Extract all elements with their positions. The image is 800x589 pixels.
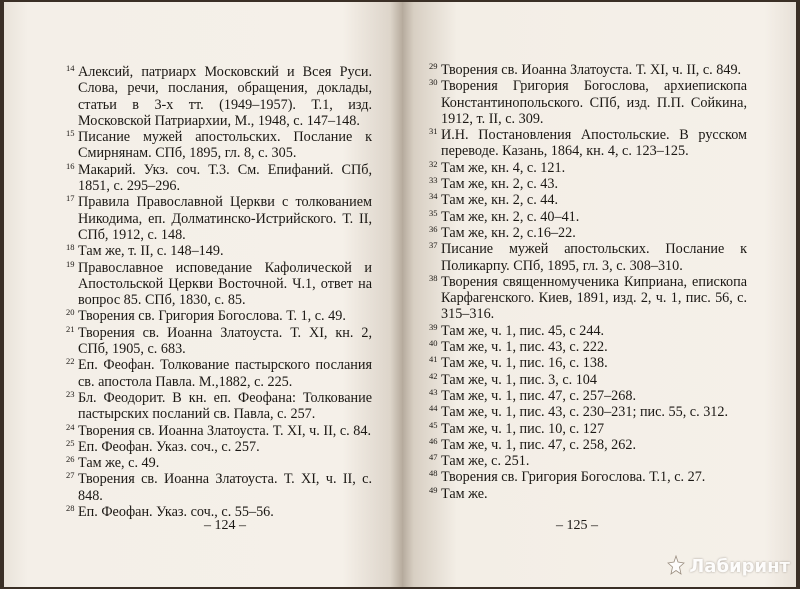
footnote-text: Там же, кн. 2, с.16–22. [441, 224, 576, 241]
footnote-text: Там же, кн. 2, с. 43. [441, 176, 559, 193]
footnote-list-right [429, 62, 747, 502]
footnote [66, 423, 372, 439]
footnote-text: Там же, ч. 1, пис. 45, с 244. [441, 322, 605, 339]
footnote-number: 18 [66, 242, 75, 253]
footnote-number: 36 [429, 223, 438, 234]
footnote-text: Еп. Феофан. Указ. соч., с. 55–56. [78, 504, 274, 521]
page-left [4, 2, 402, 587]
watermark [666, 555, 790, 577]
footnote-number: 32 [429, 158, 438, 169]
footnote-text: Там же, кн. 4, с. 121. [441, 159, 566, 176]
footnote [429, 192, 747, 208]
footnote-number: 39 [429, 321, 438, 332]
footnote-number: 20 [66, 307, 75, 318]
footnote [429, 486, 747, 502]
footnote-number: 42 [429, 370, 438, 381]
footnote [66, 471, 372, 504]
footnote-text: Писание мужей апостольских. Послание к Поликарпу. СПб, 1895, гл. 3, с. 308–310. [441, 241, 747, 274]
footnote-number: 34 [429, 191, 438, 202]
page-number-right: – 125 – [556, 518, 598, 533]
footnote [66, 325, 372, 358]
footnote-number: 49 [429, 484, 438, 495]
footnote-list-left [66, 64, 372, 520]
footnote-text: Там же, ч. 1, пис. 43, с. 230–231; пис. 55, с. 312. [441, 404, 729, 421]
footnote-text: Там же, ч. 1, пис. 43, с. 222. [441, 339, 608, 356]
footnote-text: Еп. Феофан. Толкование пастырского послания св. апостола Павла. М.,1882, с. 225. [78, 357, 372, 390]
footnote-number: 25 [66, 437, 75, 448]
footnote [66, 260, 372, 309]
footnote-text: Творения Григория Богослова, архиепископа Константинопольского. СПб, изд. П.П. Сойкина, 1912, т. II, с. 309. [441, 78, 747, 127]
footnote-number: 38 [429, 272, 438, 283]
footnote [429, 323, 747, 339]
footnote-text: Там же, с. 251. [441, 453, 530, 470]
footnote-number: 23 [66, 388, 75, 399]
footnote-text: Творения св. Иоанна Златоуста. Т. XI, ч. II, с. 849. [441, 62, 742, 78]
footnote-text: Писание мужей апостольских. Послание к Смирнянам. СПб, 1895, гл. 8, с. 305. [78, 129, 372, 162]
footnote-number: 37 [429, 240, 438, 251]
footnote [429, 241, 747, 274]
footnote [66, 357, 372, 390]
footnote-number: 40 [429, 338, 438, 349]
footnote-text: Творения св. Иоанна Златоуста. Т. XI, кн. 2, СПб, 1905, с. 683. [78, 324, 372, 358]
footnote-number: 41 [429, 354, 438, 365]
footnote [429, 372, 747, 388]
footnote-text: Бл. Феодорит. В кн. еп. Феофана: Толкование пастырских посланий св. Павла, с. 257. [78, 389, 372, 423]
footnote [429, 127, 747, 160]
footnote-number: 28 [66, 503, 75, 514]
footnote-number: 14 [66, 63, 75, 73]
footnote [429, 469, 747, 485]
footnote-number: 29 [429, 61, 438, 71]
footnote [66, 162, 372, 195]
footnote-number: 19 [66, 258, 75, 269]
footnote-text: Там же, ч. 1, пис. 16, с. 138. [441, 355, 608, 372]
footnote-number: 26 [66, 454, 75, 465]
footnote-number: 35 [429, 207, 438, 218]
footnote [429, 355, 747, 371]
footnote [429, 404, 747, 420]
footnote-number: 44 [429, 403, 438, 414]
footnote [429, 437, 747, 453]
footnote-number: 47 [429, 452, 438, 463]
footnote-number: 21 [66, 323, 75, 334]
footnote [429, 421, 747, 437]
book-spread [4, 2, 796, 587]
footnote [66, 308, 372, 324]
footnote [66, 243, 372, 259]
footnote [429, 62, 747, 78]
footnote-text: Там же, ч. 1, пис. 47, с. 258, 262. [441, 436, 637, 453]
labirint-logo-icon [666, 555, 686, 577]
footnote [429, 176, 747, 192]
footnote [429, 388, 747, 404]
footnote [429, 274, 747, 323]
footnote [429, 160, 747, 176]
footnote-number: 15 [66, 128, 75, 139]
footnote-text: И.Н. Постановления Апостольские. В русском переводе. Казань, 1864, кн. 4, с. 123–125. [441, 127, 747, 160]
footnote [66, 129, 372, 162]
footnote-number: 43 [429, 386, 438, 397]
footnote-number: 31 [429, 126, 438, 137]
footnote [429, 453, 747, 469]
footnote-text: Там же, т. II, с. 148–149. [78, 243, 224, 260]
footnote-text: Там же, с. 49. [78, 455, 160, 472]
footnote-text: Творения св. Григория Богослова. Т.1, с. 27. [441, 469, 706, 486]
footnote-text: Там же, ч. 1, пис. 47, с. 257–268. [441, 387, 637, 404]
footnote [66, 455, 372, 471]
footnote-text: Творения священномученика Киприана, епископа Карфагенского. Киев, 1891, изд. 2, ч. 1, пис. 56, с. 315–316. [441, 273, 747, 323]
watermark-text: Лабиринт [689, 555, 790, 577]
footnote-text: Алексий, патриарх Московский и Всея Руси. Слова, речи, послания, обращения, доклады, статьи в 3-х тт. (1949–1957). Т.1, изд. Московской Патриархии, М., 1948, с. 147–148. [78, 64, 372, 129]
footnote-number: 48 [429, 468, 438, 479]
footnote-text: Макарий. Укз. соч. Т.3. См. Епифаний. СПб, 1851, с. 295–296. [78, 161, 372, 195]
footnote-text: Творения св. Григория Богослова. Т. 1, с. 49. [78, 308, 346, 325]
footnote-number: 17 [66, 193, 75, 204]
footnote-number: 30 [429, 77, 438, 88]
page-right [402, 2, 796, 587]
footnote-text: Творения св. Иоанна Златоуста. Т. XI, ч. II, с. 84. [78, 422, 372, 439]
footnote [66, 390, 372, 423]
footnote-text: Там же, ч. 1, пис. 10, с. 127 [441, 420, 605, 437]
footnote-number: 27 [66, 470, 75, 481]
page-number-left: – 124 – [204, 518, 246, 533]
footnote-number: 46 [429, 435, 438, 446]
footnote [429, 78, 747, 127]
footnote-text: Еп. Феофан. Указ. соч., с. 257. [78, 438, 260, 455]
footnote-number: 22 [66, 356, 75, 367]
footnote [429, 209, 747, 225]
footnote [66, 439, 372, 455]
footnote-text: Там же, кн. 2, с. 40–41. [441, 208, 580, 225]
footnote-text: Там же. [441, 485, 488, 502]
footnote-number: 33 [429, 175, 438, 186]
footnote [429, 225, 747, 241]
footnote-number: 45 [429, 419, 438, 430]
footnote [66, 64, 372, 129]
footnote [429, 339, 747, 355]
footnote [66, 194, 372, 243]
footnote-text: Там же, кн. 2, с. 44. [441, 192, 559, 209]
footnote-text: Правила Православной Церкви с толкованием Никодима, еп. Долматинско-Истрийского. Т. II, СПб, 1912, с. 148. [78, 194, 372, 243]
footnote-number: 16 [66, 160, 75, 171]
footnote-text: Там же, ч. 1, пис. 3, с. 104 [441, 371, 597, 388]
footnote-number: 24 [66, 421, 75, 432]
footnote-text: Православное исповедание Кафолической и Апостольской Церкви Восточной. Ч.1, ответ на вопрос 85. СПб, 1830, с. 85. [78, 259, 372, 309]
footnote-text: Творения св. Иоанна Златоуста. Т. XI, ч. II, с. 848. [78, 471, 372, 504]
